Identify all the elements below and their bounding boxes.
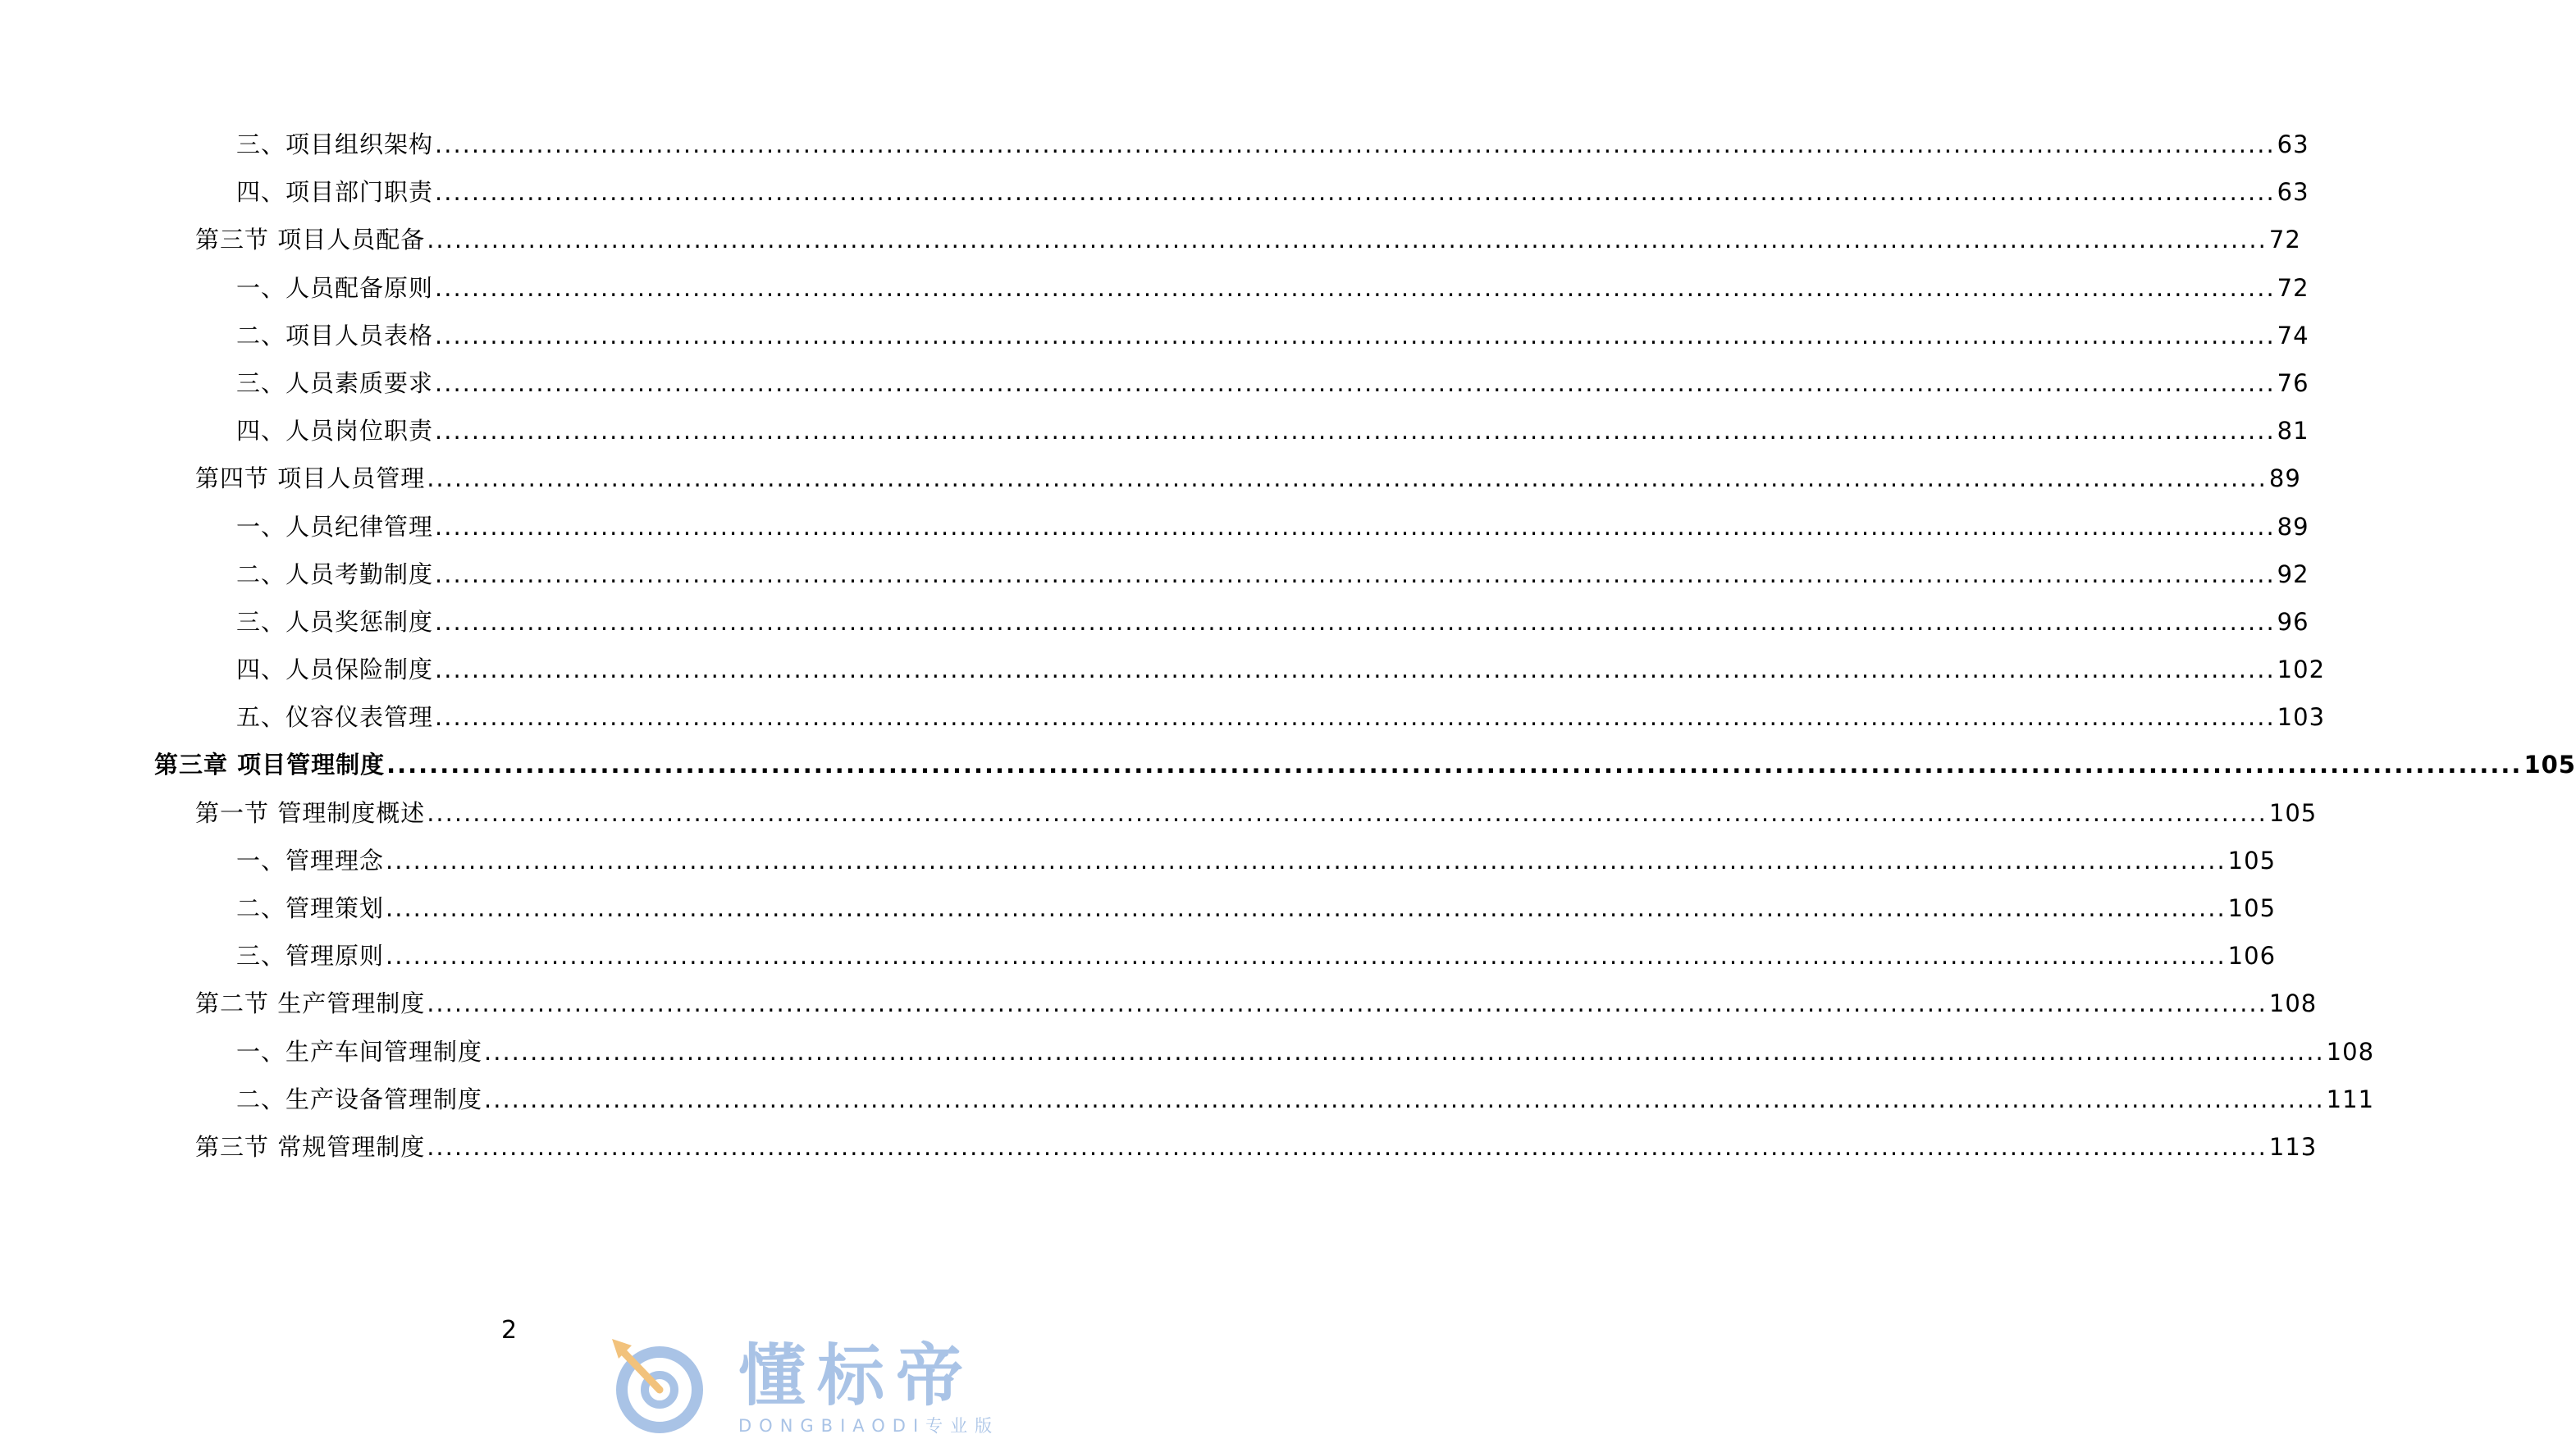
toc-entry-title: 五、仪容仪表管理 (236, 703, 434, 732)
toc-entry[interactable] (0, 177, 2309, 225)
toc-entry-page: 113 (2268, 1132, 2318, 1161)
toc-entry[interactable] (0, 560, 2309, 607)
toc-entry[interactable] (0, 1132, 2318, 1180)
toc-entry-title: 一、管理理念 (236, 846, 385, 875)
toc-entry[interactable] (0, 416, 2309, 464)
toc-entry-page: 63 (2277, 178, 2309, 207)
toc-entry-title: 二、人员考勤制度 (236, 560, 434, 588)
toc-dot-leader: ........................................................................................................................................................................................................ (435, 368, 2276, 397)
toc-entry[interactable] (0, 989, 2318, 1036)
table-of-contents (0, 130, 2576, 1180)
toc-entry-page: 106 (2227, 942, 2277, 971)
toc-entry[interactable] (0, 655, 2326, 702)
toc-entry[interactable] (0, 893, 2277, 941)
toc-entry-title: 四、项目部门职责 (236, 178, 434, 207)
toc-entry[interactable] (0, 798, 2318, 846)
toc-dot-leader: ........................................................................................................................................................................................................ (435, 178, 2276, 207)
toc-dot-leader: ........................................................................................................................................................................................................ (435, 512, 2276, 541)
toc-dot-leader: ........................................................................................................................................................................................................ (435, 417, 2276, 445)
toc-dot-leader: ........................................................................................................................................................................................................ (435, 321, 2276, 349)
toc-entry-title: 四、人员岗位职责 (236, 417, 434, 445)
toc-entry-title: 二、管理策划 (236, 894, 385, 922)
toc-entry[interactable] (0, 464, 2301, 511)
toc-entry-title: 三、人员素质要求 (236, 368, 434, 397)
toc-entry-page: 111 (2326, 1085, 2375, 1113)
toc-entry[interactable] (0, 941, 2277, 989)
toc-dot-leader: ........................................................................................................................................................................................................ (435, 656, 2276, 684)
toc-dot-leader: ........................................................................................................................................................................................................ (427, 1132, 2268, 1161)
toc-entry-page: 89 (2268, 464, 2301, 493)
toc-entry[interactable] (0, 321, 2309, 368)
toc-dot-leader: ........................................................................................................................................................................................................ (435, 703, 2276, 732)
toc-entry-title: 三、管理原则 (236, 942, 385, 971)
toc-dot-leader: ........................................................................................................................................................................................................ (484, 1037, 2325, 1066)
toc-entry-title: 二、生产设备管理制度 (236, 1085, 483, 1113)
toc-dot-leader: ........................................................................................................................................................................................................ (435, 130, 2276, 158)
toc-dot-leader: ........................................................................................................................................................................................................ (435, 560, 2276, 588)
toc-entry[interactable] (0, 273, 2309, 321)
toc-entry-title: 第一节 管理制度概述 (195, 798, 426, 827)
toc-entry-page: 96 (2277, 607, 2309, 636)
toc-dot-leader: ........................................................................................................................................................................................................ (427, 226, 2268, 254)
toc-entry[interactable] (0, 750, 2576, 797)
toc-entry-page: 102 (2277, 656, 2326, 684)
watermark-brand-name: 懂标帝 (738, 1337, 975, 1415)
toc-dot-leader: ........................................................................................................................................................................................................ (435, 607, 2276, 636)
toc-entry-page: 76 (2277, 368, 2309, 397)
toc-dot-leader: ........................................................................................................................................................................................................ (386, 894, 2227, 922)
toc-entry-title: 三、人员奖惩制度 (236, 607, 434, 636)
toc-entry-page: 105 (2523, 751, 2576, 779)
toc-dot-leader: ........................................................................................................................................................................................................ (386, 846, 2227, 875)
toc-dot-leader: ........................................................................................................................................................................................................ (427, 464, 2268, 493)
toc-entry-title: 第三节 常规管理制度 (195, 1132, 426, 1161)
toc-entry-title: 一、人员配备原则 (236, 273, 434, 302)
watermark-logo (609, 1334, 1018, 1439)
toc-entry-page: 72 (2277, 273, 2309, 302)
toc-entry[interactable] (0, 1037, 2375, 1085)
toc-entry-page: 72 (2268, 226, 2301, 254)
toc-entry-title: 第四节 项目人员管理 (195, 464, 426, 493)
toc-entry-title: 一、生产车间管理制度 (236, 1037, 483, 1066)
toc-dot-leader: ........................................................................................................................................................................................................ (427, 989, 2268, 1018)
toc-entry-title: 第二节 生产管理制度 (195, 989, 426, 1018)
target-arrow-icon (609, 1334, 711, 1437)
toc-entry-page: 81 (2277, 417, 2309, 445)
toc-entry-title: 四、人员保险制度 (236, 656, 434, 684)
page-number: 2 (500, 1316, 518, 1345)
toc-entry-page: 108 (2268, 989, 2318, 1018)
toc-entry-page: 89 (2277, 512, 2309, 541)
toc-entry-page: 103 (2277, 703, 2326, 732)
toc-dot-leader: ........................................................................................................................................................................................................ (435, 273, 2276, 302)
toc-entry-page: 92 (2277, 560, 2309, 588)
toc-entry[interactable] (0, 130, 2309, 177)
toc-entry[interactable] (0, 368, 2309, 416)
watermark-brand-subtitle: DONGBIAODI专业版 (738, 1416, 1000, 1436)
toc-entry[interactable] (0, 1085, 2375, 1132)
toc-entry[interactable] (0, 512, 2309, 560)
toc-entry-title: 二、项目人员表格 (236, 321, 434, 349)
toc-entry-title: 三、项目组织架构 (236, 130, 434, 158)
toc-entry[interactable] (0, 607, 2309, 655)
toc-dot-leader: ........................................................................................................................................................................................................ (427, 798, 2268, 827)
toc-entry-page: 105 (2227, 894, 2277, 922)
toc-entry[interactable] (0, 846, 2277, 893)
toc-dot-leader: ........................................................................................................................................................................................................ (386, 942, 2227, 971)
toc-entry-page: 63 (2277, 130, 2309, 158)
toc-entry-page: 74 (2277, 321, 2309, 349)
toc-entry-title: 第三节 项目人员配备 (195, 226, 426, 254)
toc-dot-leader: ........................................................................................................................................................................................................ (484, 1085, 2325, 1113)
toc-entry[interactable] (0, 702, 2326, 750)
toc-entry-title: 第三章 项目管理制度 (154, 751, 386, 779)
toc-entry[interactable] (0, 225, 2301, 272)
toc-entry-title: 一、人员纪律管理 (236, 512, 434, 541)
toc-dot-leader: ........................................................................................................................................................................................................ (386, 751, 2523, 779)
toc-entry-page: 105 (2227, 846, 2277, 875)
toc-entry-page: 108 (2326, 1037, 2375, 1066)
toc-entry-page: 105 (2268, 798, 2318, 827)
